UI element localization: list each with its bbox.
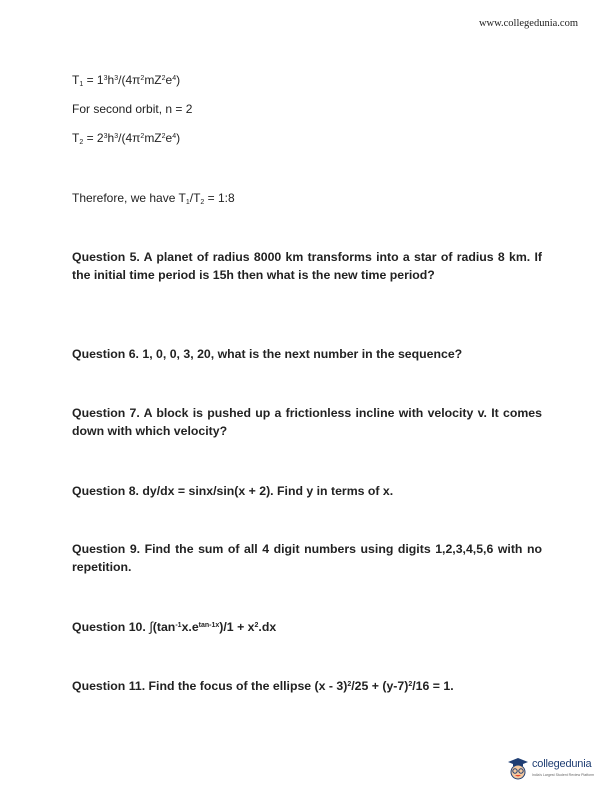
question-8: Question 8. dy/dx = sinx/sin(x + 2). Find y in terms of x. xyxy=(72,484,394,498)
question-9: Question 9. Find the sum of all 4 digit numbers using digits 1,2,3,4,5,6 with no repetition. xyxy=(72,542,542,574)
question-7: Question 7. A block is pushed up a frictionless incline with velocity v. It comes down with which velocity? xyxy=(72,406,542,438)
question-10: Question 10. $\int(\tan^{-1}x.e^{tan-1x})/1 + x^2.dx$ xyxy=(72,619,277,634)
equation-t1: $T_1 = 1^3h^3/(4\pi^2mZ^2e^4)$ xyxy=(72,73,181,88)
ratio-conclusion: Therefore, we have $T_1/T_2$ = 1:8 xyxy=(72,191,235,206)
equation-t2: $T_2 = 2^3h^3/(4\pi^2mZ^2e^4)$ xyxy=(72,131,181,146)
question-11: Question 11. Find the focus of the ellipse $(x - 3)^2/25 + (y-7)^2/16 = 1$. xyxy=(72,679,454,693)
logo-tagline: India's Largest Student Review Platform xyxy=(532,773,595,777)
header-url: www.collegedunia.com xyxy=(478,18,578,29)
question-5: Question 5. A planet of radius 8000 km transforms into a star of radius 8 km. If the initial time period is 15h then what is the new time period? xyxy=(72,250,542,282)
graduate-mascot-icon xyxy=(506,756,530,782)
question-6: Question 6. 1, 0, 0, 3, 20, what is the next number in the sequence? xyxy=(72,347,463,361)
logo-text: collegedunia xyxy=(532,758,592,770)
second-orbit-text: For second orbit, n = 2 xyxy=(72,102,193,116)
collegedunia-logo xyxy=(506,754,606,786)
